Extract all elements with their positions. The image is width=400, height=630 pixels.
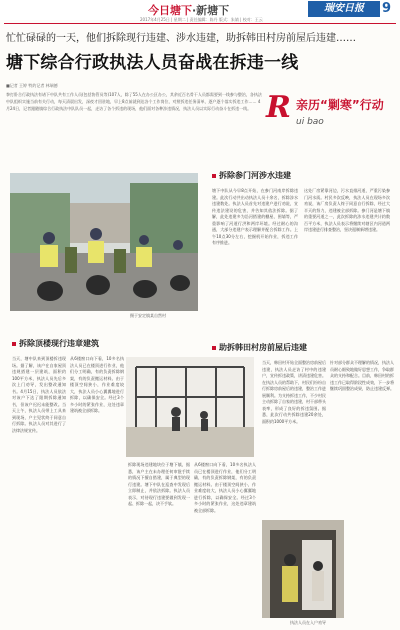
lead-paragraph bbox=[6, 91, 264, 112]
page-number: 9 bbox=[382, 1, 392, 16]
photo-rooftop-demolition bbox=[126, 357, 254, 457]
villagers-column-a: 当天，韩田村开始全面整治房前屋后违建，执法人员走访了村中的违建户，宣传拆违政策，讲清违建危害。在执法人员的帮助下，村民们纷纷自行拆除房前屋后的违建，整治工作进展顺利。为支持拆违工作，不少村民主动拆除了自家的违建，村干部带头表率，形成了良好的拆违氛围。据悉，此次行动共拆除违建20余处，面积约1000平方米。 bbox=[262, 360, 326, 424]
header-rule bbox=[4, 23, 396, 24]
photo-enforcement-team bbox=[10, 173, 198, 311]
newspaper-brand: 瑞安日报 bbox=[308, 1, 380, 17]
column-logo-letter: R bbox=[266, 90, 291, 125]
rooftop-column-d: 从6楼窗口向下看，10多名执法人员已在楼顶进行作业，他们分工明确，有的负责拆除钢架，有的负责搬运材料。由于楼顶空间狭小，作业难度较大，执法人员小心翼翼地进行拆除，以确保安全。经过3个多小时的紧张作业，这处违章建筑被全部拆除。 bbox=[194, 462, 256, 513]
section-marker bbox=[212, 346, 216, 350]
rooftop-column-b: 从6楼窗口向下看，10多名执法人员已在楼顶进行作业，他们分工明确，有的负责拆除钢架，有的负责搬运材料。由于楼顶空间狭小，作业难度较大，执法人员小心翼翼地进行拆除，以确保安全。经过3个多小时的紧张作业，这处违章建筑被全部拆除。 bbox=[70, 356, 124, 413]
main-headline: 塘下综合行政执法人员奋战在拆违一线 bbox=[6, 53, 299, 73]
rooftop-column-a: 当天，塘中队来到顶楼拆违现场。据了解，该户在自家屋顶违规搭建一层建筑，面积约100平方米，执法人员先后多次上门劝导，发出整改通知书。4月15日，执法人员依法对该户下达了限期拆除通知书，但该户迟迟未能整改。当天上午，执法人员带上工具来到现场，户主见状终于同意自行拆除。执法人员对其进行了法律法规宣传。 bbox=[12, 356, 66, 433]
byline: ■记者 王婷 特约记者 林瑞德 bbox=[6, 83, 58, 88]
villagers-column-b: 针对部分群众不理解的情况，执法人员耐心细致地做好思想工作，争取群众的支持和配合。目前，韩田村的拆违工作已取得阶段性成效，下一步将继续巩固整治成果，防止违建反弹。 bbox=[330, 360, 394, 391]
water-column-b: 这处厂房紧靠河边，污水直排河道，严重污染参门河水质。村民多次反映，执法人员在现场多次劝说，该厂房负责人终于同意自行拆除，经过大半天的努力，违建被全部拆除。参门河是塘下镇的重要河道之一，此次拆除的涉水违建共计约数百平方米，执法人员表示将继续对辖区内河道两岸违建进行排查整治，坚决遏制新增违建。 bbox=[304, 188, 390, 232]
column-logo-title: 亲历“剿寒”行动 bbox=[296, 98, 384, 112]
section-heading-rooftop: 拆除顶楼现行违章建筑 bbox=[12, 338, 99, 349]
edition-meta: 2017年4月25日 | 星期二 | 责任编辑：陈丹 版式：朱婧 | 校对：王云 bbox=[140, 17, 263, 22]
sub-headline: 忙忙碌碌的一天，他们拆除现行违建、涉水违建，助拆韩田村房前屋后违建…… bbox=[6, 33, 356, 44]
rooftop-column-c: 拆除现场违建地块位于塘下镇，据悉，该户主在未办理任何审批手续的情况下擅自搭建，属于典型的现行违建。塘下中队在巡查中发现后立即制止，并依法拆除。执法人员表示，对待现行违建要做到发现一起、拆除一起，决不手软。 bbox=[128, 462, 190, 506]
section-title: 今日塘下·新塘下 bbox=[148, 4, 230, 17]
section-marker bbox=[212, 174, 216, 178]
water-column-a: 塘下中队从今早8点开始，在参门河南岸拆除违建。此次行动共出动执法人员十余名，拆除涉水违建数处。执法人员首先对违建户进行劝说，宣传违法建设的危害，并告知其依法拆除。据了解，此处违建多为沿河搭建的棚屋、围墙等，严重影响了河道行洪和两岸环境。经过耐心的沟通，大部分违建户表示理解并配合拆除工作。上午10点30分左右，挖掘机开始作业，拆违工作有序推进。 bbox=[212, 188, 298, 245]
photo1-caption: 摄于安定镇某自然村 bbox=[130, 313, 166, 318]
section-heading-villagers: 助拆韩田村房前屋后违建 bbox=[212, 342, 307, 353]
section-heading-water: 拆除参门河涉水违建 bbox=[212, 170, 291, 181]
section-marker bbox=[12, 342, 16, 346]
photo3-caption: 执法人员在入户劝导 bbox=[290, 620, 326, 625]
column-logo-subtitle: ui bao bbox=[296, 117, 324, 127]
lead-text: 拳打卧合行政执法有诸下中队共有工作人员(包括协管员等)107人，除了55人在办公区办公，其余近百名骨干人员都需要到一线参与整治，各执法中队组织实施当前有关行动，每天清晨出发，深夜才回驻地，早上8点前就到达各个工作岗位，对照拆违任务清单，逐户逐个落实拆违工作…… bbox=[6, 92, 262, 104]
lead-text-2: 4月24日，记者跟随镇综合行政执法中队队员一起，走访了各个拆违的现场，他们面对各种涉违情况，执法人员以实际行动奋斗在拆违一线。 bbox=[6, 99, 261, 111]
photo-village-door bbox=[262, 520, 344, 618]
